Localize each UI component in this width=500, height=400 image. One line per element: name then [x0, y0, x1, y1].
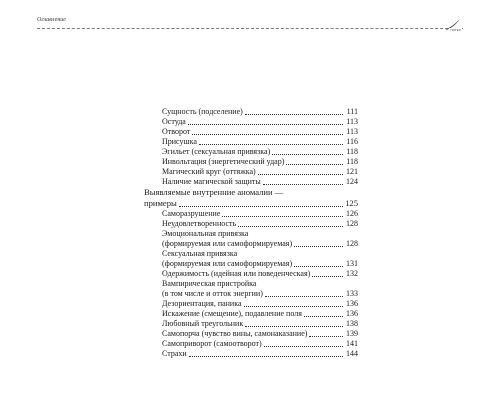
- toc-page-number: 126: [346, 209, 358, 218]
- toc-entry-row: [144, 147, 358, 157]
- toc-entry-title: Инвольтация (энергетический удар): [162, 157, 285, 166]
- toc-page-number: 113: [346, 117, 358, 126]
- dot-leader: [294, 246, 343, 247]
- toc-entry-row: [144, 219, 358, 229]
- dot-leader: [245, 326, 343, 327]
- dot-leader: [192, 134, 343, 135]
- toc-page-number: 118: [346, 157, 358, 166]
- toc-entry[interactable]: [144, 177, 358, 187]
- dot-leader: [309, 336, 343, 337]
- toc-entry[interactable]: [144, 249, 358, 269]
- toc-page-number: 133: [346, 289, 358, 298]
- toc-entry-row: [144, 157, 358, 167]
- toc-entry-title: Любовный треугольник: [162, 319, 244, 328]
- toc-entry[interactable]: [144, 319, 358, 329]
- toc-entry[interactable]: [144, 157, 358, 167]
- toc-entry-title: (формируемая или самоформируемая): [162, 259, 293, 268]
- toc-entry-row: [144, 107, 358, 117]
- toc-page-number: 131: [346, 259, 358, 268]
- toc-entry-title: Присушка: [162, 137, 197, 146]
- toc-page-number: 118: [346, 147, 358, 156]
- toc-entry-title: Наличие магической защиты: [162, 177, 261, 186]
- toc-page-number: 125: [345, 198, 358, 208]
- toc-entry[interactable]: [144, 127, 358, 137]
- dot-leader: [245, 114, 343, 115]
- toc-entry[interactable]: [144, 219, 358, 229]
- toc-page-number: 138: [346, 319, 358, 328]
- toc-entry-row: [144, 349, 358, 359]
- toc-entry[interactable]: [144, 137, 358, 147]
- dot-leader: [222, 216, 343, 217]
- toc-entry[interactable]: [144, 309, 358, 319]
- toc-page-number: 128: [346, 219, 358, 228]
- toc-entry[interactable]: [144, 209, 358, 219]
- toc-entry-row: [144, 177, 358, 187]
- toc-entry[interactable]: [144, 339, 358, 349]
- toc-entry-title: Неудовлетворенность: [162, 219, 237, 228]
- running-header-title: Оглавление: [37, 17, 66, 23]
- dot-leader: [286, 164, 343, 165]
- dot-leader: [304, 316, 343, 317]
- toc-entry[interactable]: [144, 187, 358, 209]
- toc-entry[interactable]: [144, 349, 358, 359]
- toc-entry-title-line: Выявляемые внутренние аномалии —: [144, 187, 284, 197]
- toc-entry-title: примеры: [144, 198, 177, 208]
- toc-entry[interactable]: [144, 147, 358, 157]
- toc-entry-title: Одержимость (идейная или поведенческая): [162, 269, 311, 278]
- toc-entry-row: [144, 127, 358, 137]
- toc-page-number: 111: [346, 107, 358, 116]
- toc-entry-title: Искажение (смещение), подавление поля: [162, 309, 302, 318]
- toc-entry-row: [144, 198, 358, 209]
- toc-page-number: 139: [346, 329, 358, 338]
- table-of-contents: [144, 107, 358, 359]
- toc-entry-title: (в том числе и отток энергии): [162, 289, 263, 298]
- toc-page-number: 113: [346, 127, 358, 136]
- toc-entry-title: (формируемая или самоформируемая): [162, 239, 293, 248]
- toc-entry-row: [144, 167, 358, 177]
- toc-page-number: 141: [346, 339, 358, 348]
- toc-entry-row: [144, 259, 358, 269]
- dot-leader: [199, 144, 343, 145]
- toc-page-number: 121: [346, 167, 358, 176]
- toc-page-number: 136: [346, 299, 358, 308]
- header-rule: [37, 28, 463, 29]
- toc-page-number: 128: [346, 239, 358, 248]
- toc-page-number: 116: [346, 137, 358, 146]
- toc-entry-row: [144, 137, 358, 147]
- dot-leader: [244, 306, 343, 307]
- toc-entry-title: Отворот: [162, 127, 191, 136]
- toc-entry-row: [144, 117, 358, 127]
- toc-entry[interactable]: [144, 299, 358, 309]
- dot-leader: [265, 296, 343, 297]
- toc-page-number: 136: [346, 309, 358, 318]
- dot-leader: [294, 266, 343, 267]
- toc-entry-title: Сущность (подселение): [162, 107, 243, 116]
- dot-leader: [263, 184, 343, 185]
- toc-entry-row: [144, 309, 358, 319]
- toc-entry-title-line: Вампирическая пристройка: [162, 279, 257, 288]
- toc-entry-title: Самоприворот (самоотворот): [162, 339, 262, 348]
- toc-entry[interactable]: [144, 269, 358, 279]
- dot-leader: [272, 154, 343, 155]
- toc-entry-title: Дезориентация, паника: [162, 299, 242, 308]
- toc-entry-row: [144, 299, 358, 309]
- toc-page-number: 124: [346, 177, 358, 186]
- toc-entry-title-line: Сексуальная привязка: [162, 249, 238, 258]
- dot-leader: [189, 356, 343, 357]
- toc-entry-title: Саморазрушение: [162, 209, 221, 218]
- toc-entry-row: [144, 269, 358, 279]
- toc-entry[interactable]: [144, 167, 358, 177]
- dot-leader: [312, 276, 343, 277]
- running-header: [37, 8, 463, 36]
- dot-leader: [188, 124, 343, 125]
- dot-leader: [258, 174, 343, 175]
- toc-page-number: 132: [346, 269, 358, 278]
- toc-entry[interactable]: [144, 107, 358, 117]
- toc-entry-row: [144, 239, 358, 249]
- toc-entry-row: [144, 209, 358, 219]
- toc-entry[interactable]: [144, 279, 358, 299]
- toc-entry-title: Страхи: [162, 349, 187, 358]
- toc-page-number: 144: [346, 349, 358, 358]
- dot-leader: [264, 346, 343, 347]
- toc-entry[interactable]: [144, 329, 358, 339]
- toc-entry-title: Остуда: [162, 117, 186, 126]
- toc-entry-row: [144, 319, 358, 329]
- toc-entry-title: Магический круг (оттяжка): [162, 167, 256, 176]
- toc-entry-row: [144, 339, 358, 349]
- toc-entry[interactable]: [144, 117, 358, 127]
- toc-entry-title: Эгильет (сексуальная привязка): [162, 147, 271, 156]
- dot-leader: [238, 226, 343, 227]
- publisher-logo-text: ПИТЕР: [450, 28, 461, 32]
- toc-entry-title-line: Эмоциональная привязка: [162, 229, 249, 238]
- toc-entry-row: [144, 289, 358, 299]
- dot-leader: [179, 206, 343, 207]
- toc-entry[interactable]: [144, 229, 358, 249]
- toc-entry-row: [144, 329, 358, 339]
- toc-entry-title: Самопорча (чувство вины, самонаказание): [162, 329, 308, 338]
